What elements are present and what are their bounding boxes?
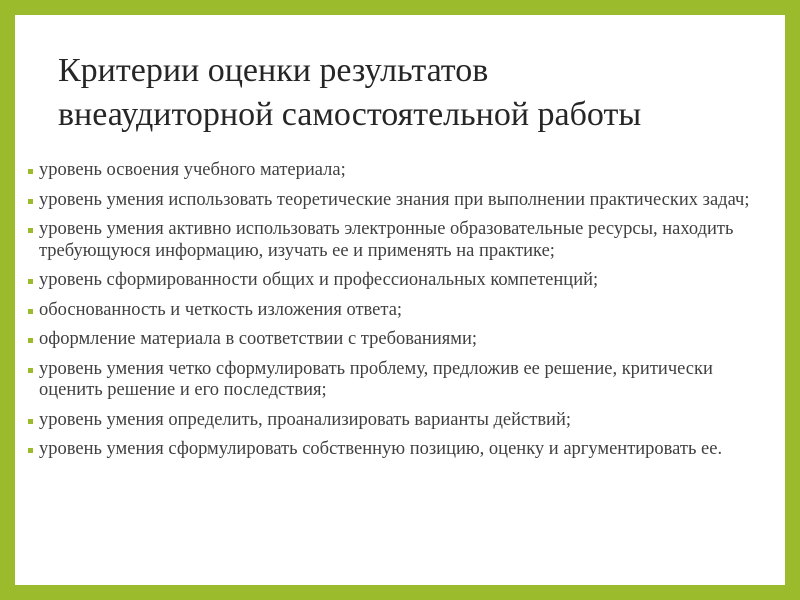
list-item <box>26 329 766 351</box>
list-item-text: уровень умения четко сформулировать проблему, предложив ее решение, критически оценить решение и его последствия; <box>39 358 713 400</box>
list-item <box>26 160 766 182</box>
list-item <box>26 439 766 461</box>
list-item <box>26 190 766 212</box>
slide-title-line-2: внеаудиторной самостоятельной работы <box>58 96 642 133</box>
square-bullet-icon <box>28 279 33 284</box>
square-bullet-icon <box>28 169 33 174</box>
criteria-list <box>26 160 766 469</box>
list-item <box>26 270 766 292</box>
square-bullet-icon <box>28 228 33 233</box>
list-item-text: уровень умения сформулировать собственную позицию, оценку и аргументировать ее. <box>39 439 723 459</box>
square-bullet-icon <box>28 368 33 373</box>
slide <box>15 15 785 585</box>
list-item <box>26 219 766 262</box>
list-item-text: уровень умения определить, проанализировать варианты действий; <box>39 409 572 430</box>
square-bullet-icon <box>28 199 33 204</box>
list-item <box>26 300 766 322</box>
list-item-text: уровень умения активно использовать электронные образовательные ресурсы, находить требующуюся информацию, изучать ее и применять на практике; <box>39 219 734 261</box>
list-item <box>26 359 766 402</box>
list-item <box>26 410 766 432</box>
square-bullet-icon <box>28 309 33 314</box>
square-bullet-icon <box>28 338 33 343</box>
square-bullet-icon <box>28 448 33 453</box>
list-item-text: обоснованность и четкость изложения ответа; <box>39 299 403 320</box>
slide-title-line-1: Критерии оценки результатов <box>58 52 489 89</box>
list-item-text: оформление материала в соответствии с требованиями; <box>39 329 477 349</box>
list-item-text: уровень освоения учебного материала; <box>39 160 346 180</box>
square-bullet-icon <box>28 419 33 424</box>
list-item-text: уровень умения использовать теоретические знания при выполнении практических задач; <box>39 189 750 210</box>
list-item-text: уровень сформированности общих и профессиональных компетенций; <box>39 270 599 290</box>
slide-title <box>58 49 778 137</box>
